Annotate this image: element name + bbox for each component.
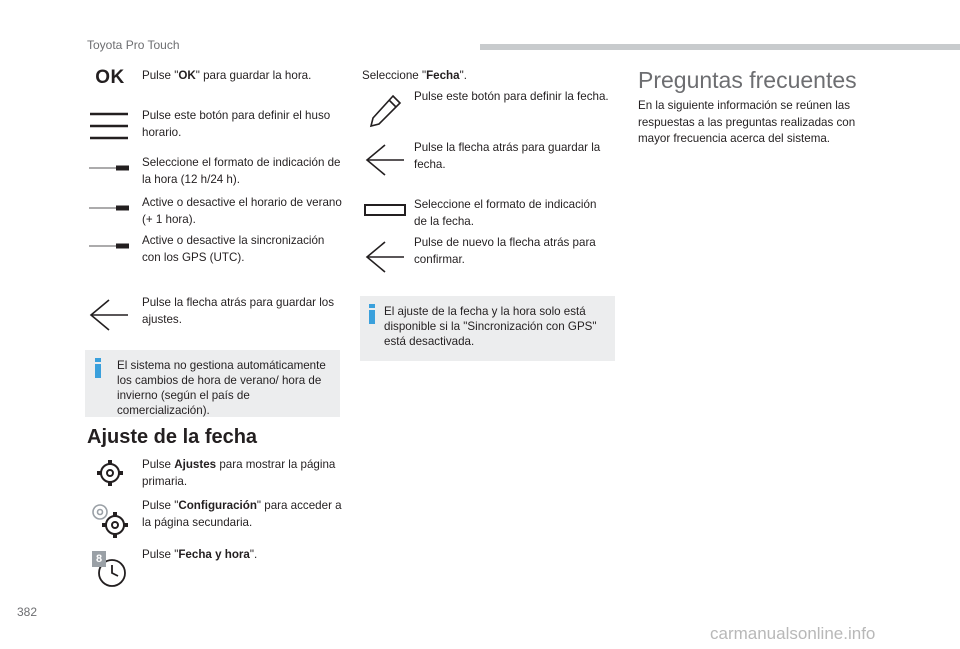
faq-intro: En la siguiente información se reúnen las respuestas a las preguntas realizadas con mayor frecuencia acerca del sistema. [638, 99, 856, 145]
header-bar [480, 44, 960, 50]
gps-sync-instruction: Active o desactive la sincronización con los GPS (UTC). [142, 234, 325, 264]
info-note-text: El ajuste de la fecha y la hora solo está disponible si la "Sincronización con GPS" está desactivada. [384, 305, 597, 348]
back-arrow-icon [88, 297, 130, 333]
confirm-instruction: Pulse de nuevo la flecha atrás para confirmar. [414, 236, 596, 266]
back-arrow-icon [364, 239, 406, 275]
info-icon [369, 304, 376, 324]
back-date-instruction: Pulse la flecha atrás para guardar la fecha. [414, 141, 601, 171]
info-note-text: El sistema no gestiona automáticamente los cambios de hora de verano/ hora de invierno (según el país de comercialización). [117, 359, 326, 417]
date-section-heading: Ajuste de la fecha [87, 426, 258, 448]
back-arrow-icon [364, 142, 406, 178]
faq-heading: Preguntas frecuentes [638, 67, 857, 93]
date-format-icon [364, 203, 406, 217]
timezone-instruction: Pulse este botón para definir el huso horario. [142, 109, 331, 139]
info-icon [95, 358, 102, 378]
info-note [85, 350, 340, 417]
menu-icon [88, 110, 130, 142]
hour-format-instruction: Seleccione el formato de indicación de la hora (12 h/24 h). [142, 156, 341, 186]
pencil-instruction: Pulse este botón para definir la fecha. [414, 90, 609, 103]
toggle-icon [88, 203, 130, 213]
summer-time-instruction: Active o desactive el horario de verano (+ 1 hora). [142, 196, 342, 226]
header-title: Toyota Pro Touch [87, 38, 180, 52]
settings-instruction: Pulse Ajustes para mostrar la página primaria. [142, 458, 336, 488]
date-time-instruction: Pulse "Fecha y hora". [142, 548, 258, 561]
page-number: 382 [17, 605, 38, 619]
ok-instruction: Pulse "OK" para guardar la hora. [142, 69, 312, 82]
ok-icon: OK [95, 67, 125, 88]
back-save-instruction: Pulse la flecha atrás para guardar los ajustes. [142, 296, 335, 326]
info-note [360, 296, 615, 361]
date-format-instruction: Seleccione el formato de indicación de la fecha. [414, 198, 597, 228]
chapter-badge: 8 [92, 551, 106, 567]
gear-icon [95, 458, 125, 488]
pencil-icon [366, 92, 404, 130]
toggle-icon [88, 163, 130, 173]
config-gears-icon [88, 500, 130, 540]
configuration-instruction: Pulse "Configuración" para acceder a la página secundaria. [142, 499, 342, 529]
watermark: carmanualsonline.info [710, 624, 876, 643]
toggle-icon [88, 241, 130, 251]
select-date-instruction: Seleccione "Fecha". [362, 69, 467, 82]
clock-icon [90, 549, 130, 589]
